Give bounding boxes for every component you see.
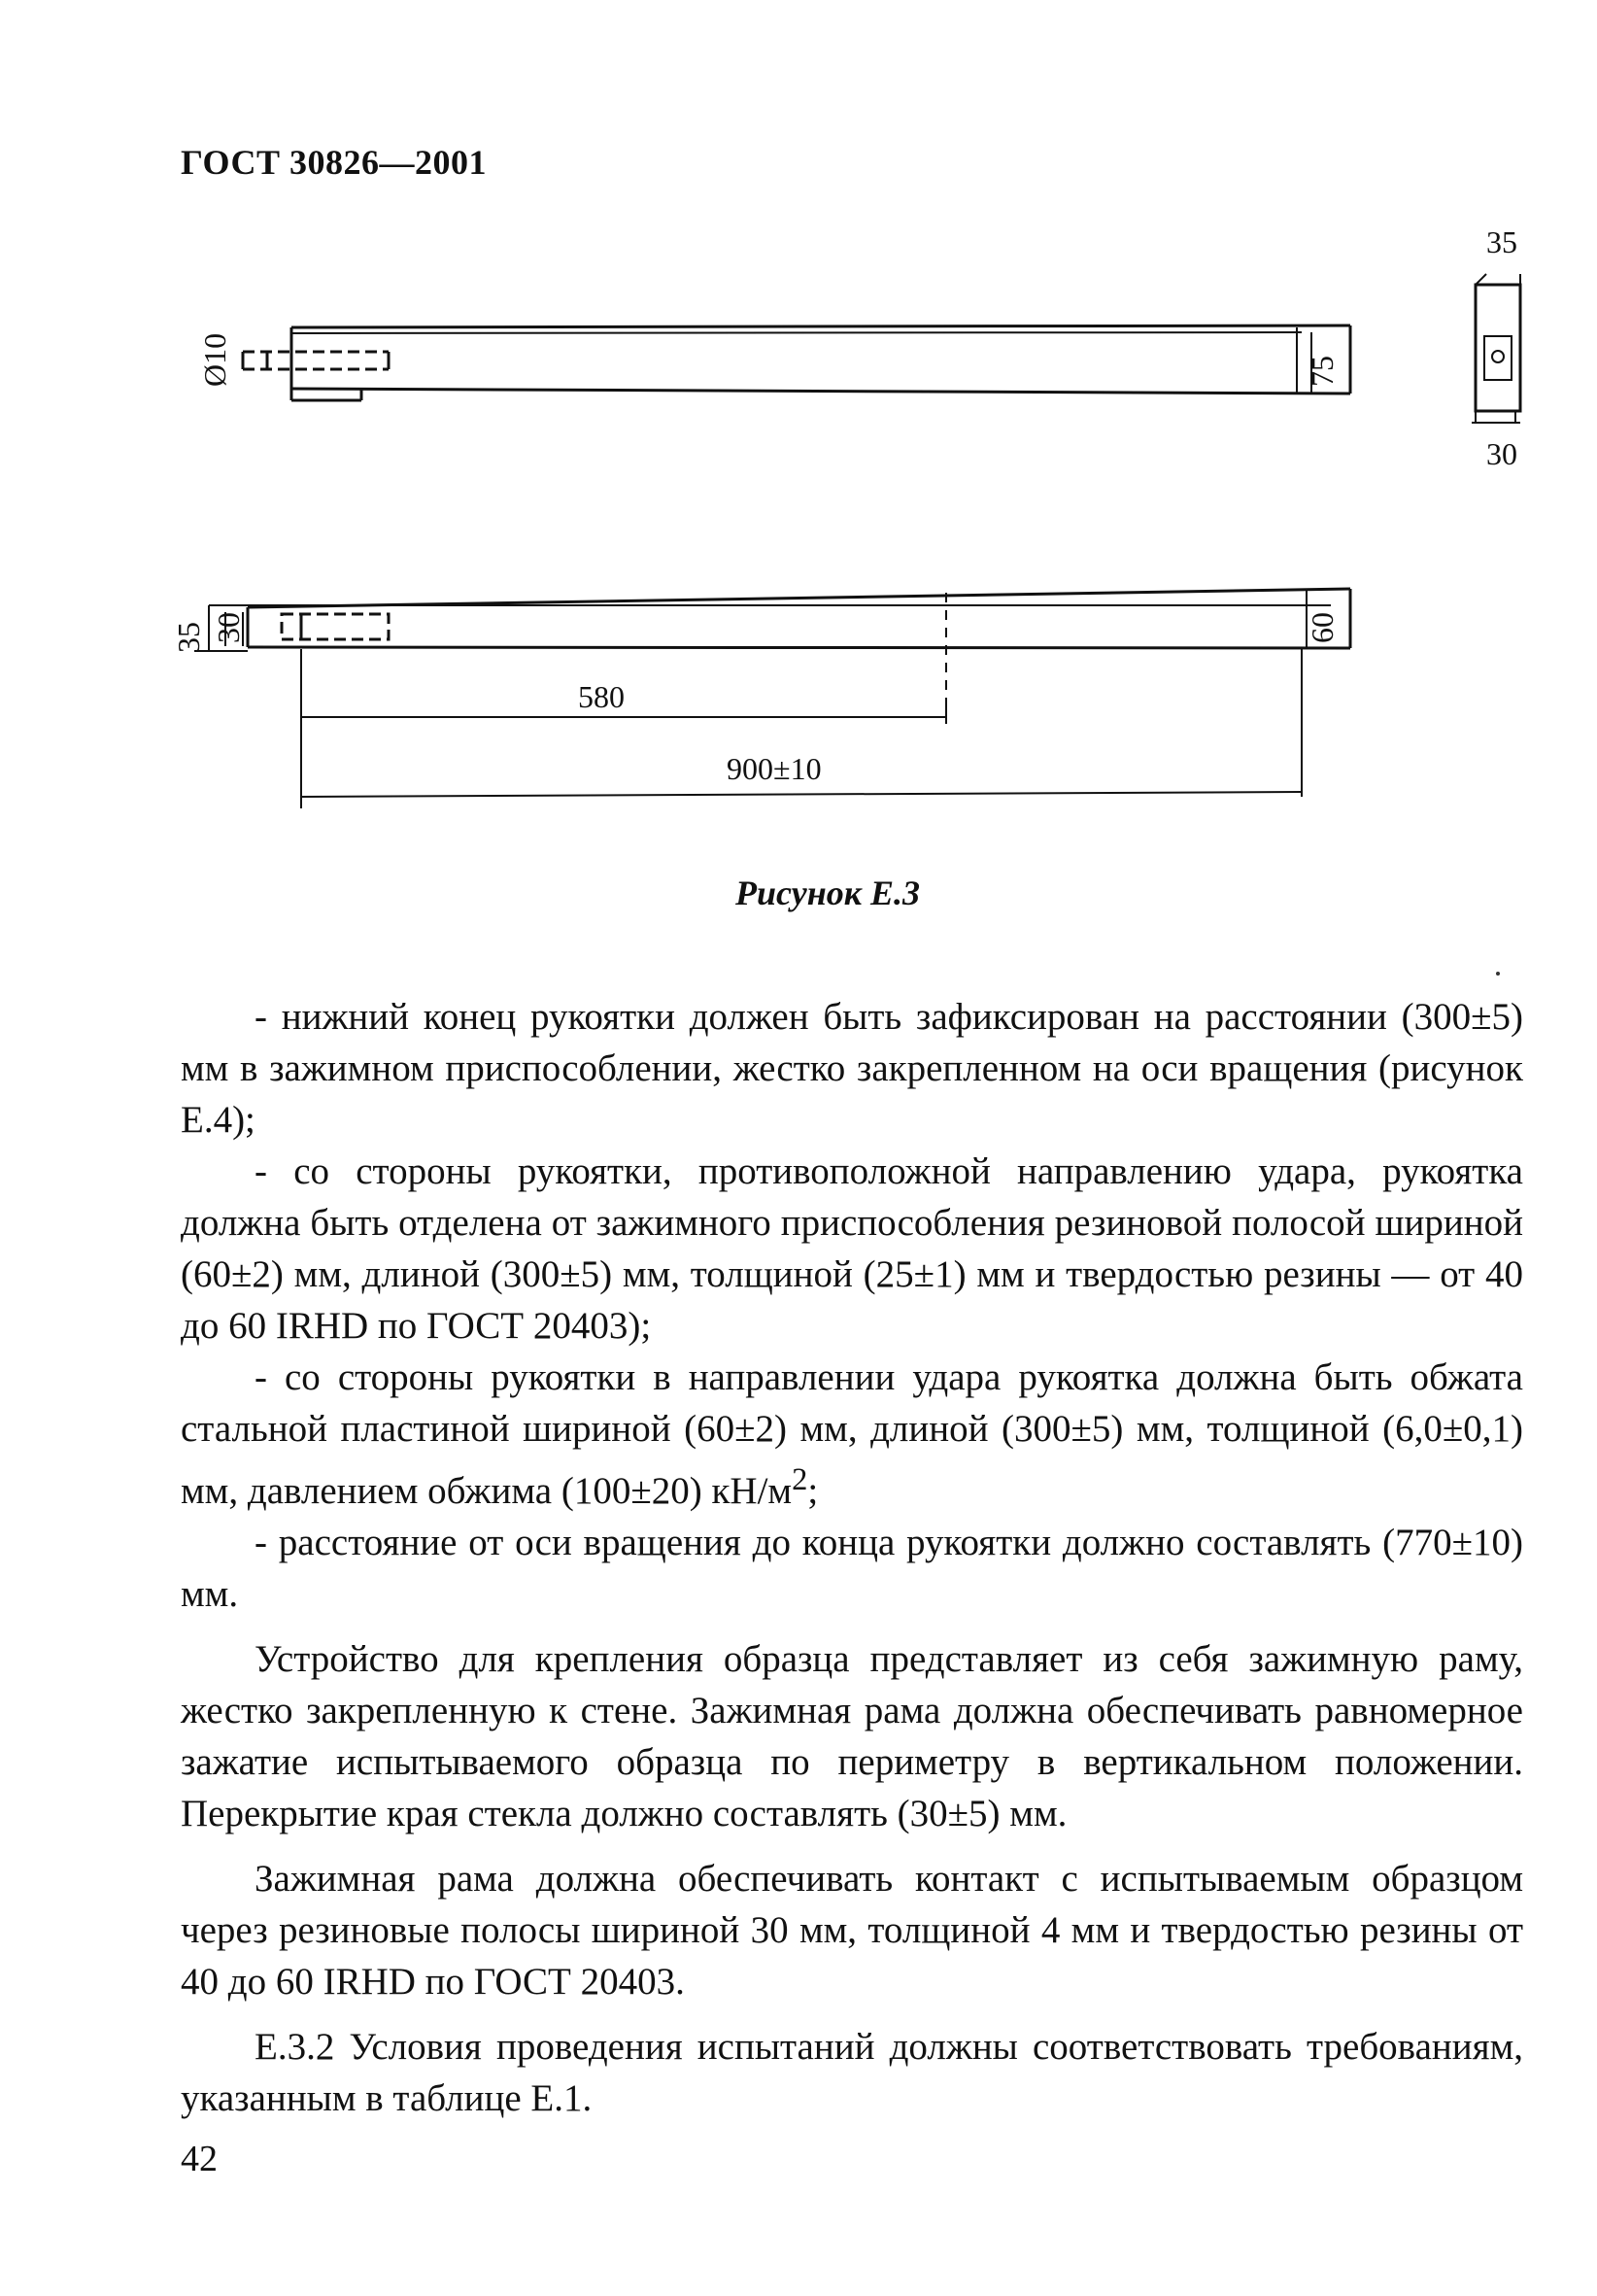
speck <box>1496 972 1500 976</box>
dim-60: 60 <box>1305 612 1340 643</box>
paragraph-3 <box>181 1352 1523 1517</box>
dim-580: 580 <box>578 679 625 714</box>
paragraph-3-sup: 2 <box>792 1462 808 1497</box>
handle-end-view <box>1472 274 1520 423</box>
technical-drawing <box>0 223 1597 855</box>
document-header: ГОСТ 30826—2001 <box>181 143 487 182</box>
dim-30-bottom: 30 <box>1486 436 1517 471</box>
paragraph-3-text: - со стороны рукоятки в направлении удара рукоятка должна быть обжата стальной пластиной шириной (60±2) мм, длиной (300±5) мм, толщиной (6,0±0,1) мм, давлением обжима (100±20) кН/м <box>181 1356 1523 1512</box>
dim-35-left: 35 <box>171 622 206 653</box>
dim-d10: Ø10 <box>197 332 232 387</box>
drawing-svg <box>0 223 1597 855</box>
paragraph-2: - со стороны рукоятки, противоположной направлению удара, рукоятка должна быть отделена от зажимного приспособления резиновой полосой шириной (60±2) мм, длиной (300±5) мм, толщиной (25±1) мм и твердостью резины — от 40 до 60 IRHD по ГОСТ 20403); <box>181 1150 1523 1347</box>
paragraph-3-end: ; <box>807 1470 819 1512</box>
paragraph-4: - расстояние от оси вращения до конца рукоятки должно составлять (770±10) мм. <box>181 1522 1523 1615</box>
dim-900: 900±10 <box>727 751 822 786</box>
page-number: 42 <box>181 2139 218 2179</box>
body-text <box>181 991 1523 2124</box>
paragraph-5: Устройство для крепления образца представляет из себя зажимную раму, жестко закрепленную к стене. Зажимная рама должна обеспечивать равномерное зажатие испытываемого образца по периметру в вертикальном положении. Перекрытие края стекла должно составлять (30±5) мм. <box>181 1638 1523 1834</box>
handle-top-view <box>243 326 1350 400</box>
dim-75: 75 <box>1305 356 1340 387</box>
dim-35-top: 35 <box>1486 224 1517 259</box>
figure-caption: Рисунок Е.3 <box>735 874 920 912</box>
paragraph-7: Е.3.2 Условия проведения испытаний должны соответствовать требованиям, указанным в таблице Е.1. <box>181 2026 1523 2119</box>
paragraph-1: - нижний конец рукоятки должен быть зафиксирован на расстоянии (300±5) мм в зажимном приспособлении, жестко закрепленном на оси вращения (рисунок Е.4); <box>181 996 1523 1141</box>
dim-30-left: 30 <box>211 612 246 643</box>
paragraph-6: Зажимная рама должна обеспечивать контакт с испытываемым образцом через резиновые полосы шириной 30 мм, толщиной 4 мм и твердостью резины от 40 до 60 IRHD по ГОСТ 20403. <box>181 1858 1523 2003</box>
